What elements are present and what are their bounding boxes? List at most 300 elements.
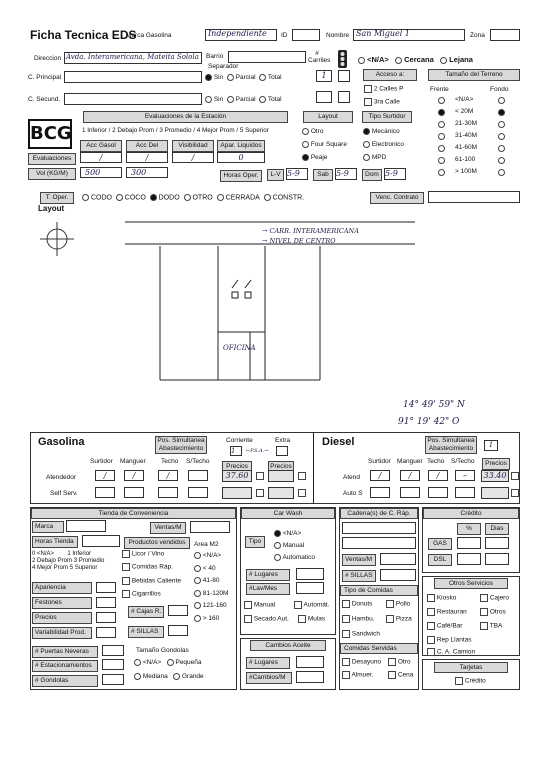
carwash-lavmes-field[interactable] (296, 582, 324, 594)
apariencia-label: Apariencia (32, 582, 92, 594)
atendedor-label: Atendedor (46, 474, 76, 481)
traffic-light-icon (337, 50, 348, 68)
gas-self-manguer[interactable] (124, 487, 144, 498)
crosshair-icon (40, 222, 74, 256)
cambios-mes-field[interactable] (296, 671, 324, 683)
terreno-frente-radio[interactable] (438, 121, 445, 128)
tarjeta-credito-checkbox[interactable] (455, 677, 463, 685)
terreno-frente-radio[interactable] (438, 169, 445, 176)
cadena-field-2[interactable] (342, 537, 416, 549)
cigarrillos-checkbox[interactable] (122, 590, 130, 598)
direccion-value: Avda. Interamericana, Mateita Solola (66, 53, 199, 61)
gas-self-techo[interactable] (158, 487, 178, 498)
location-radios: <N/A> Cercana Lejana (358, 55, 473, 64)
carwash-manual-option: Manual (244, 601, 275, 609)
cadena-title: Cadena(s) de C. Ráp. (340, 508, 418, 519)
eval-val-visibilidad[interactable]: / (172, 152, 214, 163)
coco-radio[interactable] (116, 194, 123, 201)
carwash-secado-checkbox[interactable] (244, 615, 252, 623)
surtidor-electronico: Electronico (363, 141, 404, 148)
carwash-title: Car Wash (241, 508, 335, 519)
total-radio-principal[interactable] (259, 74, 266, 81)
parcial-radio-principal[interactable] (227, 74, 234, 81)
gas-precios-2: Precios (268, 461, 294, 473)
electronico-radio[interactable] (363, 141, 370, 148)
separador-label: Separador (208, 63, 239, 70)
cambios-lugares-label: # Lugares (246, 657, 290, 669)
barrio-field[interactable] (228, 51, 306, 63)
pequena-radio[interactable] (167, 659, 174, 666)
carriles-field-principal[interactable]: 1 (316, 70, 332, 82)
terreno-option-label: > 100M (455, 168, 477, 175)
diesel-pos-sim: Pos. Simultanea Abastecimiento (425, 436, 477, 454)
cercana-radio[interactable] (395, 57, 402, 64)
pos-sim-corriente[interactable]: 1 (230, 446, 242, 456)
tienda-area-label: Area M2 (194, 541, 219, 548)
codo-radio[interactable] (82, 194, 89, 201)
gas-att-surtidor[interactable]: / (95, 470, 115, 481)
vol-field-2[interactable]: 300 (126, 167, 168, 178)
dos-calles-checkbox[interactable] (364, 85, 372, 93)
terreno-fondo-radio[interactable] (498, 121, 505, 128)
terreno-fondo-radio[interactable] (498, 157, 505, 164)
area-option: 81-120M (194, 590, 228, 597)
carwash-lugares-label: # Lugares (246, 569, 290, 581)
constr-radio[interactable] (264, 194, 271, 201)
sin-radio-secund[interactable] (205, 96, 212, 103)
credito-dsl-dias[interactable] (485, 553, 509, 565)
credito-dsl-pct[interactable] (457, 553, 481, 565)
evaluaciones-row-label: Evaluaciones (28, 153, 76, 165)
otro-comida-checkbox[interactable] (388, 658, 396, 666)
credito-gas-dias[interactable] (485, 537, 509, 549)
comidas-servidas-title: Comidas Servidas (340, 643, 418, 654)
fondo-label: Fondo (490, 86, 509, 93)
id-field[interactable] (292, 29, 320, 41)
cprincipal-label: C. Principal (28, 74, 62, 81)
gas-self-surtidor[interactable] (95, 487, 115, 498)
building-label: OFICINA (223, 344, 256, 352)
bebidas-checkbox[interactable] (122, 577, 130, 585)
precios-tienda-field[interactable] (96, 612, 116, 623)
coords-line-2: 91° 19' 42" O (398, 417, 460, 427)
diesel-pos-sim-field[interactable]: 1 (484, 440, 498, 451)
na-radio[interactable] (358, 57, 365, 64)
cadena-sillas-label: # SILLAS (342, 570, 376, 582)
credito-pct-label: % (457, 523, 481, 535)
tienda-horas-label: Horas Tienda (32, 536, 78, 548)
terreno-frente-radio[interactable] (438, 157, 445, 164)
otros-serv-checkbox[interactable] (480, 608, 488, 616)
eval-col-accgasol: Acc Gasol (80, 140, 122, 152)
credito-dsl-label: DSL (428, 554, 452, 566)
gas-price-corriente[interactable]: 37.60 (222, 470, 252, 482)
camion-option: C. A. Camion (427, 648, 475, 656)
carwash-automat-checkbox[interactable] (294, 601, 302, 609)
surtidor-mecanico: Mecánico (363, 128, 400, 135)
gasolina-pos-sim: Pos. Simultanea Abastecimiento (155, 436, 207, 454)
mpd-radio[interactable] (363, 154, 370, 161)
tipo-comidas-title: Tipo de Comidas (340, 585, 418, 596)
area-option: 121-160 (194, 602, 227, 609)
estacionamientos-field[interactable] (102, 659, 124, 670)
evaluaciones-title: Evaluaciones de la Estación (83, 111, 288, 123)
gas-col-stecho: S/Techo (186, 458, 210, 465)
mecanico-radio[interactable] (363, 128, 370, 135)
four-square-radio[interactable] (302, 141, 309, 148)
nombre-value: San Miguel 1 (356, 29, 410, 38)
tienda-horas-field[interactable] (82, 535, 120, 547)
camion-checkbox[interactable] (427, 648, 435, 656)
dsl-auto-price-check[interactable] (511, 489, 519, 497)
cena-option: Cena (388, 671, 413, 679)
otros-title: Otros Servicios (434, 578, 508, 589)
cajas-label: # Cajas R. (128, 606, 164, 618)
otro-comida-option: Otro (388, 658, 410, 666)
gas-att-manguer[interactable]: / (124, 470, 144, 481)
cajas-field[interactable] (168, 605, 188, 616)
cambios-lugares-field[interactable] (296, 656, 324, 668)
tienda-marca-label: Marca (32, 521, 64, 533)
tamano-gondolas-label: Tamaño Gondolas (136, 647, 189, 654)
rep-llantas-checkbox[interactable] (427, 636, 435, 644)
corriente-label: Corriente (226, 437, 253, 444)
restauran-option: Restauran (427, 608, 467, 616)
gas-price-corriente-check[interactable] (256, 472, 264, 480)
csecund-label: C. Secund. (28, 96, 61, 103)
gas-col-techo: Techo (161, 458, 179, 465)
lv-label: L-V (267, 169, 284, 181)
gas-precios-1: Precios (222, 461, 252, 473)
gas-self-price-2-check[interactable] (298, 489, 306, 497)
area-radio[interactable] (194, 602, 201, 609)
terreno-option-label: <N/A> (455, 96, 474, 103)
dsl-col-manguer: Manguer (397, 458, 423, 465)
festones-field[interactable] (96, 597, 116, 608)
terreno-option-label: 61-100 (455, 156, 476, 163)
puertas-label: # Puertas Neveras (32, 646, 98, 658)
cafe-option: Café/Bar (427, 622, 462, 630)
credito-dias-label: Dias (485, 523, 509, 535)
carwash-na-radio[interactable] (274, 530, 281, 537)
surtidor-title: Tipo Surtidor (362, 111, 412, 123)
variabilidad-label: Variabilidad Prod. (32, 627, 92, 639)
almuer-option: Almuer. (342, 671, 374, 679)
puertas-field[interactable] (102, 645, 124, 656)
dsl-price-check[interactable] (511, 472, 519, 480)
gondolas-label: # Gondolas (32, 675, 98, 687)
pizza-checkbox[interactable] (386, 615, 394, 623)
carriles-field-secund[interactable] (316, 91, 332, 103)
carwash-tipo-manual: Manual (274, 542, 304, 549)
dsl-col-stecho: S/Techo (451, 458, 475, 465)
bebidas-option: Bebidas Caliente (122, 577, 181, 585)
desayuno-checkbox[interactable] (342, 658, 350, 666)
dsl-auto-surtidor[interactable] (370, 487, 390, 498)
cadena-field-1[interactable] (342, 522, 416, 534)
dsl-att-stecho[interactable]: – (455, 470, 475, 481)
pos-sim-note: ←P.S.A.→ (246, 448, 269, 454)
carwash-tipo-na: <N/A> (274, 530, 301, 537)
sab-label: Sab (313, 169, 333, 181)
credito-gas-pct[interactable] (457, 537, 481, 549)
parcial-radio-secund[interactable] (227, 96, 234, 103)
vol-label: Vol (KG/M) (28, 168, 76, 180)
dsl-precios: Precios (482, 458, 510, 470)
area-option: > 160 (194, 615, 219, 622)
tarjetas-title: Tarjetas (434, 662, 508, 673)
cambios-mes-label: #Cambios/M (246, 672, 292, 684)
gondola-na-radio[interactable] (134, 659, 141, 666)
dsl-auto-stecho[interactable] (455, 487, 475, 498)
terreno-fondo-radio[interactable] (498, 133, 505, 140)
barrio-label: Barrio (206, 53, 224, 60)
eval-val-apar[interactable]: 0 (217, 152, 265, 163)
venc-contrato-field[interactable] (428, 191, 520, 203)
cigarrillos-option: Cigarrillos (122, 590, 161, 598)
nombre-label: Nombre (326, 32, 350, 39)
kiosko-option: Kiosko (427, 594, 456, 602)
road-label-1: → CARR. INTERAMERICANA (262, 227, 359, 235)
hambu-checkbox[interactable] (342, 615, 350, 623)
dsl-auto-techo[interactable] (428, 487, 448, 498)
area-option: 41-80 (194, 577, 219, 584)
cajero-checkbox[interactable] (480, 594, 488, 602)
dsl-att-surtidor[interactable]: / (370, 470, 390, 481)
licor-checkbox[interactable] (122, 550, 130, 558)
cadena-sillas-field[interactable] (380, 569, 416, 581)
dodo-radio[interactable] (150, 194, 157, 201)
area-radio[interactable] (194, 577, 201, 584)
terreno-option-label: 31-40M (455, 132, 478, 139)
terreno-option-label: < 20M (455, 108, 474, 115)
otro-oper-radio[interactable] (184, 194, 191, 201)
page-title: Ficha Tecnica EDS (30, 28, 137, 42)
layout-sketch (120, 220, 420, 390)
sandwich-checkbox[interactable] (342, 630, 350, 638)
gas-self-price-1-check[interactable] (256, 489, 264, 497)
variabilidad-field[interactable] (96, 627, 116, 638)
area-radio[interactable] (194, 615, 201, 622)
tba-option: TBA (480, 622, 502, 630)
terreno-frente-radio[interactable] (438, 145, 445, 152)
carriles-extra-secund[interactable] (338, 91, 350, 103)
vol-field-1[interactable]: 500 (80, 167, 122, 178)
dsl-att-techo[interactable]: / (428, 470, 448, 481)
eval-col-visibilidad: Visibilidad (172, 140, 214, 152)
gas-att-techo[interactable]: / (158, 470, 178, 481)
eval-col-accdel: Acc Del (126, 140, 168, 152)
apariencia-field[interactable] (96, 582, 116, 593)
sab-field[interactable]: 5-9 (335, 168, 357, 180)
carwash-auto-radio[interactable] (274, 554, 281, 561)
venc-contrato-label: Venc. Contrato (370, 192, 424, 204)
gas-price-extra[interactable] (268, 470, 294, 482)
dsl-att-manguer[interactable]: / (400, 470, 420, 481)
terreno-frente-radio[interactable] (438, 109, 445, 116)
gas-att-stecho[interactable] (188, 470, 208, 481)
terreno-fondo-radio[interactable] (498, 97, 505, 104)
hambu-option: Hambu. (342, 615, 375, 623)
tarjeta-credito-option: Crédito (455, 677, 486, 685)
terreno-frente-radio[interactable] (438, 133, 445, 140)
gas-self-stecho[interactable] (188, 487, 208, 498)
gas-self-price-1[interactable] (222, 487, 252, 499)
separador-principal: Sin Parcial Total (205, 74, 282, 81)
cadena-ventas-field[interactable] (380, 553, 416, 565)
eval-val-accgasol[interactable]: / (80, 152, 122, 163)
cena-checkbox[interactable] (388, 671, 396, 679)
separador-secund: Sin Parcial Total (205, 96, 282, 103)
dom-field[interactable]: 5-9 (384, 168, 406, 180)
otro-radio[interactable] (302, 128, 309, 135)
gas-self-price-2[interactable] (268, 487, 294, 499)
road-label-2: → NIVEL DE CENTRO (262, 237, 336, 245)
terreno-fondo-radio[interactable] (498, 169, 505, 176)
pos-sim-extra[interactable] (276, 446, 288, 456)
lejana-radio[interactable] (440, 57, 447, 64)
total-radio-secund[interactable] (259, 96, 266, 103)
zona-label: Zona (470, 32, 485, 39)
rep-llantas-option: Rep Llantas (427, 636, 472, 644)
tba-checkbox[interactable] (480, 622, 488, 630)
cerrada-radio[interactable] (217, 194, 224, 201)
terreno-frente-radio[interactable] (438, 97, 445, 104)
carwash-lavmes-label: #Lav/Mes (246, 583, 290, 595)
dom-label: Dom (362, 169, 382, 181)
direccion-label: Direccion (34, 55, 62, 62)
kiosko-checkbox[interactable] (427, 594, 435, 602)
pizza-option: Pizza (386, 615, 412, 623)
sillas-tienda-field[interactable] (168, 625, 188, 636)
sin-radio-principal[interactable] (205, 74, 212, 81)
sketch-title: Layout (38, 204, 65, 213)
precios-tienda-label: Precios (32, 612, 92, 624)
layout-otro: Otro (302, 128, 323, 135)
carwash-tipo-label: Tipo (245, 536, 265, 548)
eval-col-apar: Apar. Liquidos (217, 140, 265, 152)
dsl-auto-price[interactable] (481, 487, 509, 499)
area-option: < 40 (194, 565, 216, 572)
cprincipal-field[interactable] (64, 71, 202, 83)
area-radio[interactable] (194, 552, 201, 559)
layout-peaje: Peaje (302, 154, 327, 161)
acceso-title: Acceso a: (363, 69, 417, 81)
tercera-calle-checkbox[interactable] (364, 98, 372, 106)
comidas-option: Comidas Ráp. (122, 563, 173, 571)
tienda-title: Tienda de Conveniencia (31, 508, 236, 519)
pollo-option: Pollo (386, 600, 410, 608)
restauran-checkbox[interactable] (427, 608, 435, 616)
almuer-checkbox[interactable] (342, 671, 350, 679)
area-option: <N/A> (194, 552, 221, 559)
gondola-size-row-2: Mediana Grande (134, 673, 204, 680)
carwash-secado-option: Secado Aut. (244, 615, 289, 623)
carwash-tipo-auto: Automatico (274, 554, 315, 561)
terreno-fondo-radio[interactable] (498, 145, 505, 152)
diesel-auto-label: Auto S (343, 490, 363, 497)
cambios-title: Cambios Aceite (250, 640, 326, 651)
sillas-tienda-label: # SILLAS (128, 626, 164, 638)
cajero-option: Cajero (480, 594, 509, 602)
surtidor-mpd: MPD (363, 154, 386, 161)
evaluaciones-scale: 1 Inferior / 2 Debajo Prom / 3 Promedio / 4 Mejor Prom / 5 Superior (82, 127, 269, 134)
dsl-col-techo: Techo (427, 458, 445, 465)
carriles-extra-principal[interactable] (338, 70, 350, 82)
tienda-ventas-field[interactable] (190, 521, 230, 533)
cadena-ventas-label: Ventas/M (342, 554, 376, 566)
festones-label: Festones (32, 597, 92, 609)
dsl-auto-manguer[interactable] (400, 487, 420, 498)
carriles-label: # Carriles (308, 50, 331, 64)
mediana-radio[interactable] (134, 673, 141, 680)
peaje-radio[interactable] (302, 154, 309, 161)
tienda-scale: 0 <N/A> 1 Inferior 2 Debajo Prom 3 Promedio 4 Mejor Prom 5 Superior (32, 551, 105, 571)
dsl-col-surtidor: Surtidor (368, 458, 391, 465)
carwash-manual-checkbox[interactable] (244, 601, 252, 609)
carwash-mulas-checkbox[interactable] (298, 615, 306, 623)
terreno-fondo-radio[interactable] (498, 109, 505, 116)
pollo-checkbox[interactable] (386, 600, 394, 608)
terreno-option-label: 41-60M (455, 144, 478, 151)
marca-value: Independiente (208, 29, 267, 38)
carwash-mulas-option: Mulas (298, 615, 325, 623)
carwash-manual-radio[interactable] (274, 542, 281, 549)
tienda-ventas-label: Ventas/M (150, 522, 186, 534)
marca-label: Marca Gasolina (126, 32, 172, 39)
otros-serv-option: Otros (480, 608, 506, 616)
cafe-checkbox[interactable] (427, 622, 435, 630)
diesel-title: Diesel (322, 436, 355, 448)
gas-price-extra-check[interactable] (298, 472, 306, 480)
donuts-option: Donuts (342, 600, 372, 608)
carwash-lugares-field[interactable] (296, 568, 324, 580)
gasolina-title: Gasolina (38, 436, 85, 448)
coords-line-1: 14° 49' 59" N (403, 400, 465, 410)
toper-label: T. Oper. (40, 192, 74, 204)
gondolas-field[interactable] (102, 674, 124, 685)
desayuno-option: Desayuno (342, 658, 381, 666)
area-radio[interactable] (194, 590, 201, 597)
area-radio[interactable] (194, 565, 201, 572)
dsl-price[interactable]: 33.40 (481, 470, 509, 482)
frente-label: Frente (430, 86, 449, 93)
licor-option: Licor / Vino (122, 550, 164, 558)
grande-radio[interactable] (173, 673, 180, 680)
sandwich-option: Sandwich (342, 630, 380, 638)
tienda-productos-label: Productos vendidos (124, 537, 190, 549)
credito-title: Crédito (423, 508, 519, 519)
horas-oper-label: Horas Oper. (220, 170, 262, 182)
comidas-checkbox[interactable] (122, 563, 130, 571)
layout-four-square: Four Square (302, 141, 347, 148)
csecund-field[interactable] (64, 93, 202, 105)
donuts-checkbox[interactable] (342, 600, 350, 608)
zona-field[interactable] (490, 29, 520, 41)
bcg-logo: BCG (28, 119, 72, 149)
credito-gas-label: GAS (428, 538, 452, 550)
terreno-title: Tamaño del Terreno (428, 69, 520, 81)
self-serv-label: Self Serv. (50, 490, 78, 497)
estacionamientos-label: # Estacionamientos (32, 660, 98, 672)
diesel-atend-label: Atend (343, 474, 360, 481)
lv-field[interactable]: 5-9 (286, 168, 308, 180)
layout-opt-title: Layout (303, 111, 353, 123)
terreno-option-label: 21-30M (455, 120, 478, 127)
tienda-marca-field[interactable] (66, 520, 106, 532)
eval-val-accdel[interactable]: / (126, 152, 168, 163)
carwash-automat-option: Automát. (294, 601, 329, 609)
